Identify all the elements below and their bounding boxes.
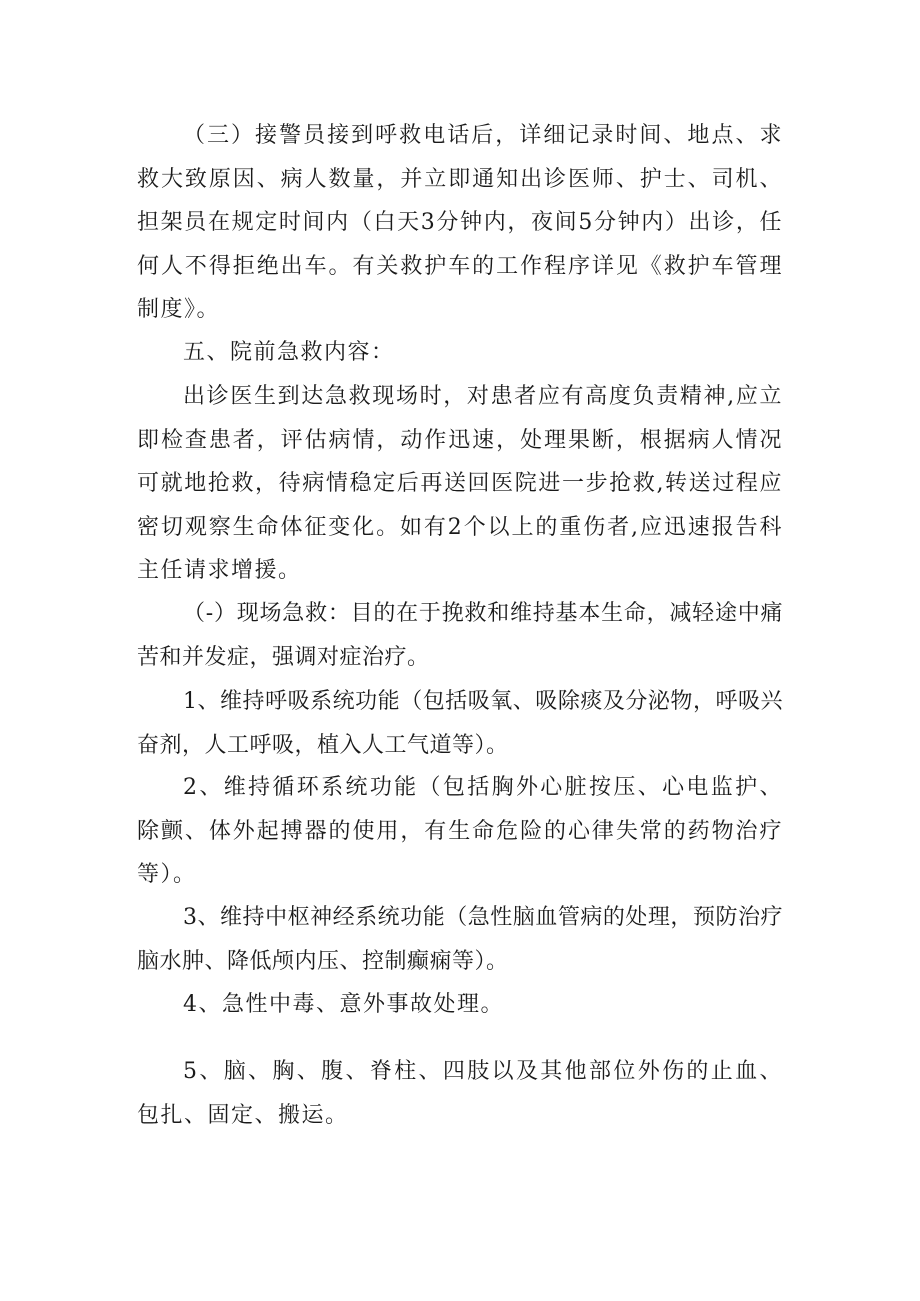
- list-item-respiratory: 1、维持呼吸系统功能（包括吸氧、吸除痰及分泌物，呼吸兴奋剂，人工呼吸，植入人工气道等）。: [137, 689, 783, 758]
- list-item-trauma: 5、脑、胸、腹、脊柱、四肢以及其他部位外伤的止血、包扎、固定、搬运。: [137, 1059, 783, 1128]
- list-item-poisoning: 4、急性中毒、意外事故处理。: [183, 992, 504, 1017]
- list-item-nervous-system: 3、维持中枢神经系统功能（急性脑血管病的处理，预防治疗脑水肿、降低颅内压、控制癫痫等）。: [137, 905, 783, 974]
- paragraph-dispatch-procedure: （三）接警员接到呼救电话后，详细记录时间、地点、求救大致原因、病人数量，并立即通知出诊医师、护士、司机、担架员在规定时间内（白天3分钟内，夜间5分钟内）出诊，任何人不得拒绝出车。有关救护车的工作程序详见《救护车管理制度》。: [137, 123, 783, 322]
- list-item-circulatory: 2、维持循环系统功能（包括胸外心脏按压、心电监护、除颤、体外起搏器的使用，有生命危险的心律失常的药物治疗等）。: [137, 775, 783, 887]
- section-heading-prehospital-content: 五、院前急救内容：: [183, 340, 395, 365]
- paragraph-onsite-first-aid: （-）现场急救：目的在于挽救和维持基本生命，减轻途中痛苦和并发症，强调对症治疗。: [137, 601, 783, 670]
- paragraph-onsite-doctor-duties: 出诊医生到达急救现场时，对患者应有高度负责精神,应立即检查患者，评估病情，动作迅速，处理果断，根据病人情况可就地抢救，待病情稳定后再送回医院进一步抢救,转送过程应密切观察生命体征变化。如有2个以上的重伤者,应迅速报告科主任请求增援。: [137, 384, 783, 583]
